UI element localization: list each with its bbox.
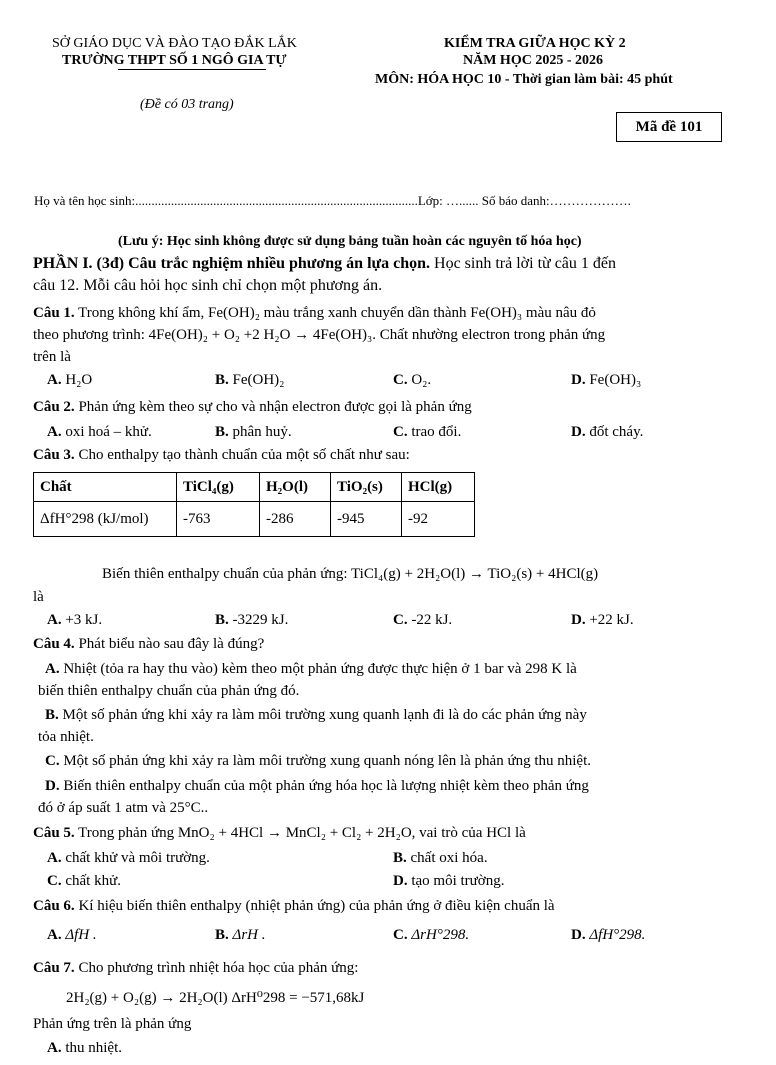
- q4-option-a[interactable]: A. Nhiệt (tỏa ra hay thu vào) kèm theo một phản ứng được thực hiện ở 1 bar và 298 K là: [45, 661, 577, 677]
- q1-option-c[interactable]: C. O₂.: [393, 372, 432, 388]
- q4-option-c[interactable]: C. Một số phản ứng khi xảy ra làm môi trường xung quanh nóng lên là phản ứng thu nhiệt.: [45, 753, 592, 769]
- q2-option-b[interactable]: B. phân huỷ.: [215, 424, 292, 440]
- table-header-cell: TiO₂(s): [331, 473, 402, 502]
- q5-option-d[interactable]: D. tạo môi trường.: [393, 873, 505, 889]
- q5-option-c[interactable]: C. chất khử.: [47, 873, 121, 889]
- exam-code-box: Mã đề 101: [616, 112, 722, 142]
- q4-option-b[interactable]: B. Một số phản ứng khi xảy ra làm môi trường xung quanh lạnh đi là do các phản ứng này: [45, 707, 587, 723]
- header-underline: [118, 69, 266, 70]
- table-cell: -763: [177, 502, 260, 537]
- question-4: Câu 4. Phát biểu nào sau đây là đúng?: [33, 636, 265, 652]
- q2-option-d[interactable]: D. đốt cháy.: [571, 424, 644, 440]
- student-info-line: Họ và tên học sinh:.......................................................................................Lớp: …...... Số báo danh:……………….: [34, 193, 631, 208]
- school-name: TRƯỜNG THPT SỐ 1 NGÔ GIA TỰ: [62, 53, 287, 68]
- table-cell: ΔfH°298 (kJ/mol): [34, 502, 177, 537]
- question-7: Câu 7. Cho phương trình nhiệt hóa học của phản ứng:: [33, 960, 359, 976]
- q7-option-a[interactable]: A. thu nhiệt.: [47, 1040, 123, 1056]
- question-1-line2: theo phương trình: 4Fe(OH)₂ + O₂ +2 H₂O → 4Fe(OH)₃. Chất nhường electron trong phản ứng: [33, 327, 606, 343]
- subject-line: MÔN: HÓA HỌC 10 - Thời gian làm bài: 45 phút: [375, 72, 673, 87]
- school-year: NĂM HỌC 2025 - 2026: [463, 53, 603, 68]
- question-3-stem: Biến thiên enthalpy chuẩn của phản ứng: TiCl₄(g) + 2H₂O(l) → TiO₂(s) + 4HCl(g): [102, 566, 599, 582]
- q3-option-d[interactable]: D. +22 kJ.: [571, 612, 634, 628]
- question-2: Câu 2. Phản ứng kèm theo sự cho và nhận electron được gọi là phản ứng: [33, 399, 472, 415]
- table-header-cell: HCl(g): [402, 473, 475, 502]
- q4-option-b-line2: tỏa nhiệt.: [38, 729, 94, 745]
- q6-option-a[interactable]: A. ΔfH .: [47, 927, 97, 943]
- table-cell: -945: [331, 502, 402, 537]
- table-header-cell: Chất: [34, 473, 177, 502]
- q1-option-b[interactable]: B. Fe(OH)₂: [215, 372, 285, 388]
- q6-option-b[interactable]: B. ΔrH .: [215, 927, 266, 943]
- q6-option-d[interactable]: D. ΔfH°298.: [571, 927, 646, 943]
- note-line: (Lưu ý: Học sinh không được sử dụng bảng tuần hoàn các nguyên tố hóa học): [118, 234, 582, 249]
- q1-option-d[interactable]: D. Fe(OH)₃: [571, 372, 642, 388]
- q5-option-b[interactable]: B. chất oxi hóa.: [393, 850, 488, 866]
- question-1-line3: trên là: [33, 349, 71, 365]
- exam-title: KIỂM TRA GIỮA HỌC KỲ 2: [444, 36, 626, 51]
- q5-option-a[interactable]: A. chất khử và môi trường.: [47, 850, 210, 866]
- q4-option-d-line2: đó ở áp suất 1 atm và 25°C..: [38, 800, 209, 816]
- part1-intro-2: câu 12. Mỗi câu hỏi học sinh chỉ chọn một phương án.: [33, 277, 383, 294]
- q3-option-b[interactable]: B. -3229 kJ.: [215, 612, 289, 628]
- department-name: SỞ GIÁO DỤC VÀ ĐÀO TẠO ĐẮK LẮK: [52, 36, 297, 51]
- question-7-stem: Phản ứng trên là phản ứng: [33, 1016, 192, 1032]
- pages-note: (Đề có 03 trang): [140, 97, 234, 112]
- table-cell: -92: [402, 502, 475, 537]
- table-header-cell: H₂O(l): [260, 473, 331, 502]
- q2-option-a[interactable]: A. oxi hoá – khử.: [47, 424, 152, 440]
- question-3: Câu 3. Cho enthalpy tạo thành chuẩn của một số chất như sau:: [33, 447, 410, 463]
- table-cell: -286: [260, 502, 331, 537]
- question-6: Câu 6. Kí hiệu biến thiên enthalpy (nhiệt phản ứng) của phản ứng ở điều kiện chuẩn là: [33, 898, 555, 914]
- question-5: Câu 5. Trong phản ứng MnO₂ + 4HCl → MnCl₂ + Cl₂ + 2H₂O, vai trò của HCl là: [33, 825, 526, 841]
- q6-option-c[interactable]: C. ΔrH°298.: [393, 927, 470, 943]
- q1-option-a[interactable]: A. H₂O: [47, 372, 93, 388]
- question-1: Câu 1. Trong không khí ẩm, Fe(OH)₂ màu trắng xanh chuyển dần thành Fe(OH)₃ màu nâu đỏ: [33, 305, 596, 321]
- q4-option-a-line2: biến thiên enthalpy chuẩn của phản ứng đó.: [38, 683, 300, 699]
- part1-intro: PHẦN I. (3đ) Câu trắc nghiệm nhiều phương án lựa chọn. Học sinh trả lời từ câu 1 đến: [33, 255, 616, 272]
- q3-option-a[interactable]: A. +3 kJ.: [47, 612, 103, 628]
- q3-option-c[interactable]: C. -22 kJ.: [393, 612, 453, 628]
- q2-option-c[interactable]: C. trao đổi.: [393, 424, 462, 440]
- table-header-cell: TiCl₄(g): [177, 473, 260, 502]
- thermochemical-equation: 2H₂(g) + O₂(g) → 2H₂O(l) ΔrH⁰298 = −571,68kJ: [66, 990, 365, 1006]
- q4-option-d[interactable]: D. Biến thiên enthalpy chuẩn của một phản ứng hóa học là lượng nhiệt kèm theo phản ứng: [45, 778, 589, 794]
- question-3-stem-2: là: [33, 589, 44, 605]
- enthalpy-table: [33, 472, 475, 537]
